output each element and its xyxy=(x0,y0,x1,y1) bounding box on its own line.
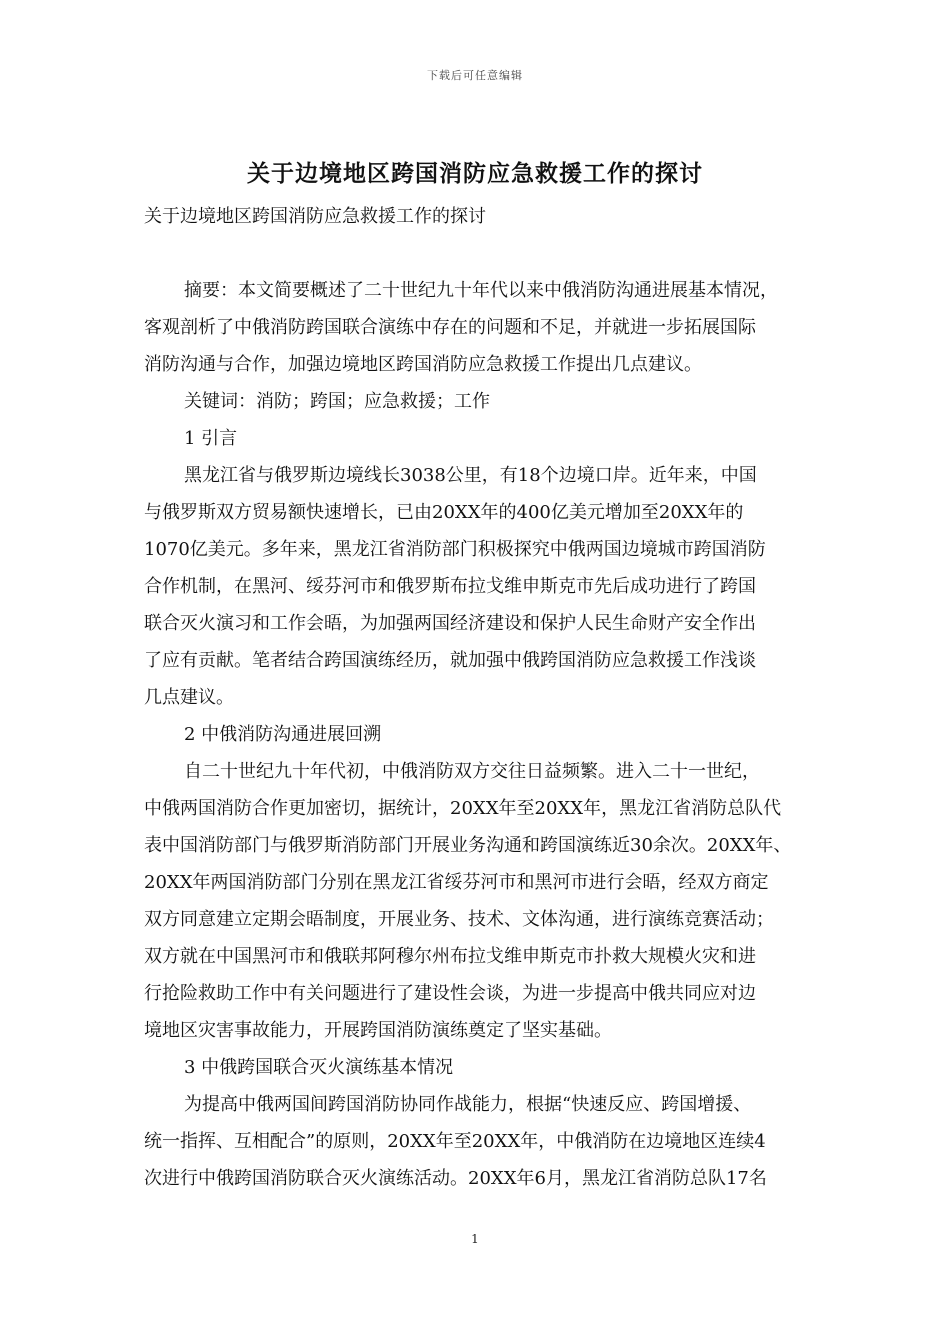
paragraph-line: 20XX年两国消防部门分别在黑龙江省绥芬河市和黑河市进行会晤，经双方商定 xyxy=(144,872,769,893)
abstract-line: 摘要：本文简要概述了二十世纪九十年代以来中俄消防沟通进展基本情况， xyxy=(184,280,778,301)
paragraph-line: 合作机制，在黑河、绥芬河市和俄罗斯布拉戈维申斯克市先后成功进行了跨国 xyxy=(144,576,756,597)
page-header-note: 下载后可任意编辑 xyxy=(427,69,523,82)
paragraph-line: 1070亿美元。多年来，黑龙江省消防部门积极探究中俄两国边境城市跨国消防 xyxy=(144,539,766,560)
abstract-line: 消防沟通与合作，加强边境地区跨国消防应急救援工作提出几点建议。 xyxy=(144,354,702,375)
paragraph-line: 中俄两国消防合作更加密切，据统计，20XX年至20XX年，黑龙江省消防总队代 xyxy=(144,798,782,819)
paragraph-line: 联合灭火演习和工作会晤，为加强两国经济建设和保护人民生命财产安全作出 xyxy=(144,613,756,634)
section-heading-introduction: 1 引言 xyxy=(184,428,238,449)
paragraph-line: 双方同意建立定期会晤制度，开展业务、技术、文体沟通，进行演练竞赛活动； xyxy=(144,909,774,930)
abstract-line: 客观剖析了中俄消防跨国联合演练中存在的问题和不足，并就进一步拓展国际 xyxy=(144,317,756,338)
paragraph-line: 黑龙江省与俄罗斯边境线长3038公里，有18个边境口岸。近年来，中国 xyxy=(184,465,757,486)
document-subtitle: 关于边境地区跨国消防应急救援工作的探讨 xyxy=(144,206,486,227)
keywords-line: 关键词：消防；跨国；应急救援；工作 xyxy=(184,391,490,412)
section-heading-history: 2 中俄消防沟通进展回溯 xyxy=(184,724,382,745)
paragraph-line: 表中国消防部门与俄罗斯消防部门开展业务沟通和跨国演练近30余次。20XX年、 xyxy=(144,835,792,856)
document-title: 关于边境地区跨国消防应急救援工作的探讨 xyxy=(247,160,703,187)
paragraph-line: 自二十世纪九十年代初，中俄消防双方交往日益频繁。进入二十一世纪， xyxy=(184,761,760,782)
page-number: 1 xyxy=(471,1232,479,1246)
paragraph-line: 统一指挥、互相配合”的原则，20XX年至20XX年，中俄消防在边境地区连续4 xyxy=(144,1131,766,1152)
paragraph-line: 与俄罗斯双方贸易额快速增长，已由20XX年的400亿美元增加至20XX年的 xyxy=(144,502,744,523)
paragraph-line: 双方就在中国黑河市和俄联邦阿穆尔州布拉戈维申斯克市扑救大规模火灾和进 xyxy=(144,946,756,967)
paragraph-line: 为提高中俄两国间跨国消防协同作战能力，根据“快速反应、跨国增援、 xyxy=(184,1094,752,1115)
paragraph-line: 几点建议。 xyxy=(144,687,234,708)
paragraph-line: 行抢险救助工作中有关问题进行了建设性会谈，为进一步提高中俄共同应对边 xyxy=(144,983,756,1004)
section-heading-drills: 3 中俄跨国联合灭火演练基本情况 xyxy=(184,1057,454,1078)
paragraph-line: 次进行中俄跨国消防联合灭火演练活动。20XX年6月，黑龙江省消防总队17名 xyxy=(144,1168,767,1189)
paragraph-line: 境地区灾害事故能力，开展跨国消防演练奠定了坚实基础。 xyxy=(144,1020,612,1041)
paragraph-line: 了应有贡献。笔者结合跨国演练经历，就加强中俄跨国消防应急救援工作浅谈 xyxy=(144,650,756,671)
document-body xyxy=(144,198,809,1197)
